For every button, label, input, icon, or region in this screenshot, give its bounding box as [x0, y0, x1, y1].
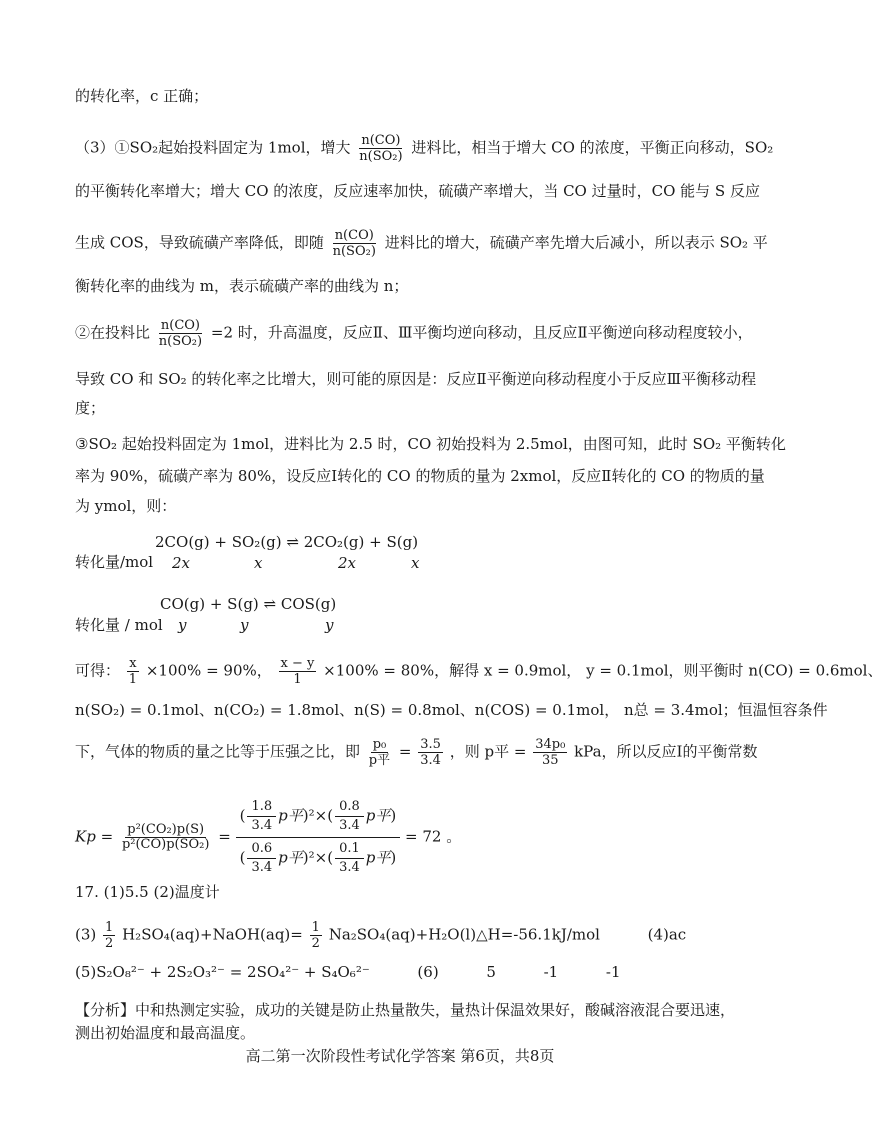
text-line: 的平衡转化率增大；增大 CO 的浓度，反应速率加快，硫磺产率增大，当 CO 过量时，CO 能与 S 反应: [75, 182, 760, 200]
text-line: ③SO₂ 起始投料固定为 1mol，进料比为 2.5 时，CO 初始投料为 2.5mol，由图可知，此时 SO₂ 平衡转化: [75, 435, 786, 453]
text-line: ②在投料比 $\frac{n(CO)}{\text{n(SO₂)}}$ =2 时，升高温度，反应Ⅱ、Ⅲ平衡均逆向移动，且反应Ⅱ平衡逆向移动程度较小，: [75, 318, 753, 349]
question-17-line: 17. (1)5.5 (2)温度计: [75, 883, 220, 901]
equation-amount: y: [325, 616, 334, 634]
equation-reaction-2: CO(g) + S(g) ⇌ COS(g): [160, 595, 337, 613]
equation-label: 转化量 / mol: [75, 616, 163, 634]
text-line: 度；: [75, 399, 106, 417]
equation-amount: y: [240, 616, 249, 634]
nested-fraction: ( $\frac{1.8}{3.4}$ p平)²×( $\frac{0.8}{3.4}$ p平) ( $\frac{0.6}{3.4}$ p平)²×( $\frac{0.1}{3.4}$ p平): [236, 796, 401, 879]
fraction-co-so2: $\frac{n(CO)}{\text{n(SO₂)}}$: [332, 228, 376, 259]
text-line: 衡转化率的曲线为 m，表示硫磺产率的曲线为 n；: [75, 277, 409, 295]
text-line: n(SO₂) = 0.1mol、n(CO₂) = 1.8mol、n(S) = 0.8mol、n(COS) = 0.1mol， n总 = 3.4mol；恒温恒容条件: [75, 701, 828, 719]
question-17-3-line: (3) $\frac{1}{2}$ H₂SO₄(aq)+NaOH(aq)= $\frac{1}{2}$ Na₂SO₄(aq)+H₂O(l)△H=-56.1kJ/mol (4)ac: [75, 920, 687, 951]
fraction-half: $\frac{1}{2}$: [311, 920, 320, 951]
text-line: 率为 90%，硫磺产率为 80%，设反应Ⅰ转化的 CO 的物质的量为 2xmol，反应Ⅱ转化的 CO 的物质的量: [75, 467, 765, 485]
fraction: $\frac{3.5}{3.4}$: [420, 737, 441, 768]
fraction: $\frac{\text{p₀}}{\text{p平}}$: [368, 737, 391, 768]
equation-reaction-1: 2CO(g) + SO₂(g) ⇌ 2CO₂(g) + S(g): [155, 533, 419, 551]
kp-expression: Kp = $\frac{\text{p²(CO₂)p(S)}}{\text{p²(CO)p(SO₂)}}$ = ( $\frac{1.8}{3.4}$ p平)²×( $\frac{0.8}{3.4}$ p平) ( $\frac{0.6}{3.4}$ p平)²×( $\frac{0.1}{3.4}$ p平) = 72 。: [75, 796, 461, 879]
text-line: 导致 CO 和 SO₂ 的转化率之比增大，则可能的原因是：反应Ⅱ平衡逆向移动程度小于反应Ⅲ平衡移动程: [75, 370, 757, 388]
fraction: $\frac{\text{p²(CO₂)p(S)}}{\text{p²(CO)p(SO₂)}}$: [121, 822, 210, 852]
fraction: $\frac{\text{34p₀}}{35}$: [535, 737, 566, 768]
analysis-line: 测出初始温度和最高温度。: [75, 1024, 256, 1042]
equation-amount: x: [411, 554, 420, 572]
text-line: 生成 COS，导致硫磺产率降低，即随 $\frac{n(CO)}{\text{n(SO₂)}}$ 进料比的增大，硫磺产率先增大后减小，所以表示 SO₂ 平: [75, 228, 768, 259]
calculation-line: 可得： $\frac{x}{1}$ ×100% = 90%， $\frac{x - y}{1}$ ×100% = 80%，解得 x = 0.9mol， y = 0.1mol，则平衡时 n(CO) = 0.6mol、: [75, 656, 882, 687]
analysis-line: 【分析】中和热测定实验，成功的关键是防止热量散失，量热计保温效果好，酸碱溶液混合要迅速，: [75, 1001, 736, 1019]
page-footer: 高二第一次阶段性考试化学答案 第6页，共8页: [245, 1047, 555, 1065]
question-17-5-line: (5)S₂O₈²⁻ + 2S₂O₃²⁻ = 2SO₄²⁻ + S₄O₆²⁻ (6) 5 -1 -1: [75, 963, 621, 981]
fraction: $\frac{x}{1}$: [128, 656, 138, 687]
equation-amount: 2x: [338, 554, 357, 572]
fraction: $\frac{x - y}{1}$: [280, 656, 315, 687]
equation-amount: x: [254, 554, 263, 572]
text-line: （3）①SO₂起始投料固定为 1mol，增大 $\frac{n(CO)}{\text{n(SO₂)}}$ 进料比，相当于增大 CO 的浓度，平衡正向移动，SO₂: [75, 133, 774, 164]
text-line: 为 ymol，则：: [75, 497, 177, 515]
fraction-co-so2: $\frac{n(CO)}{\text{n(SO₂)}}$: [158, 318, 203, 349]
fraction-half: $\frac{1}{2}$: [105, 920, 114, 951]
equation-label: 转化量/mol: [75, 553, 154, 571]
text-line: 的转化率，c 正确；: [75, 87, 209, 105]
text-line: 下，气体的物质的量之比等于压强之比，即 $\frac{\text{p₀}}{\text{p平}}$ = $\frac{3.5}{3.4}$ ，则 p平 = $\frac{\text{34p₀}}{35}$ kPa，所以反应Ⅰ的平衡常数: [75, 737, 758, 768]
fraction-co-so2: $\frac{n(CO)}{\text{n(SO₂)}}$: [359, 133, 403, 164]
equation-amount: y: [178, 616, 187, 634]
equation-amount: 2x: [172, 554, 191, 572]
